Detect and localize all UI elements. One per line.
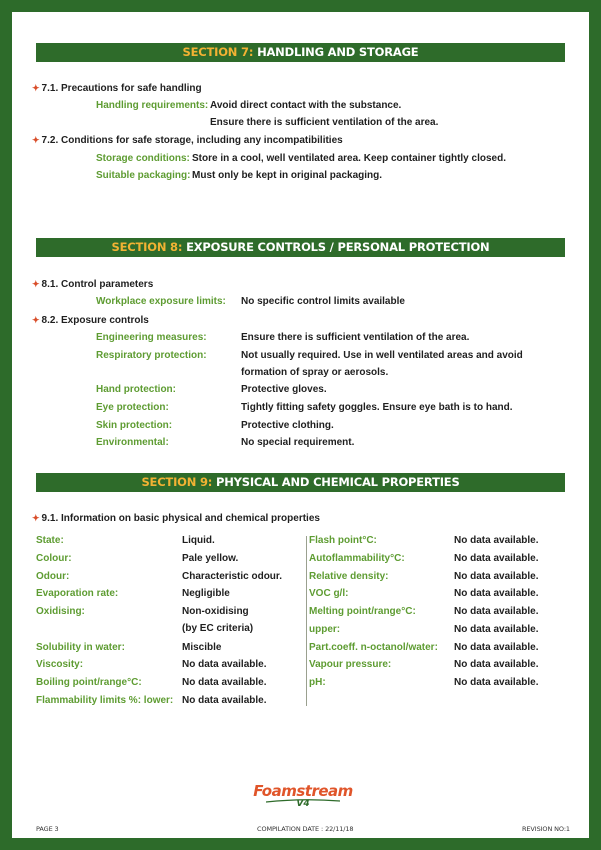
relative-density-value: No data available. [454,571,539,582]
viscosity-value: No data available. [182,659,267,670]
evaporation-value: Negligible [182,588,230,599]
eye-value: Tightly fitting safety goggles. Ensure eye bath is to hand. [241,402,513,413]
odour-value: Characteristic odour. [182,571,283,582]
bullet-icon: ✦ [32,279,40,289]
flammability-label: Flammability limits %: lower: [36,695,174,706]
respiratory-value-1: Not usually required. Use in well ventilated areas and avoid [241,350,523,361]
environmental-value: No special requirement. [241,437,355,448]
oxidising-label: Oxidising: [36,606,85,617]
autoflammability-value: No data available. [454,553,539,564]
engineering-value: Ensure there is sufficient ventilation of the area. [241,332,470,343]
subsection-9-1: ✦ 9.1. Information on basic physical and chemical properties [32,513,320,524]
solubility-value: Miscible [182,642,222,653]
boiling-value: No data available. [182,677,267,688]
packaging-value: Must only be kept in original packaging. [192,170,383,181]
respiratory-value-2: formation of spray or aerosols. [241,367,389,378]
vapour-pressure-value: No data available. [454,659,539,670]
melting-point-value: No data available. [454,606,539,617]
colour-value: Pale yellow. [182,553,239,564]
bullet-icon: ✦ [32,315,40,325]
foamstream-logo [248,782,358,816]
environmental-label: Environmental: [96,437,169,448]
skin-value: Protective clothing. [241,420,334,431]
upper-label: upper: [309,624,341,635]
evaporation-label: Evaporation rate: [36,588,119,599]
logo-brand: Foamstream [253,782,353,800]
subsection-7-1: ✦ 7.1. Precautions for safe handling [32,83,202,94]
engineering-label: Engineering measures: [96,332,207,343]
voc-label: VOC g/l: [309,588,349,599]
section-7-title: HANDLING AND STORAGE [257,45,419,59]
viscosity-label: Viscosity: [36,659,84,670]
ph-value: No data available. [454,677,539,688]
solubility-label: Solubility in water: [36,642,125,653]
footer-revision: REVISION NO:1 [522,825,570,833]
partition-coeff-label: Part.coeff. n-octanol/water: [309,642,438,653]
subsection-8-2: ✦ 8.2. Exposure controls [32,315,149,326]
flammability-value: No data available. [182,695,267,706]
workplace-label: Workplace exposure limits: [96,296,226,307]
section-9-title: PHYSICAL AND CHEMICAL PROPERTIES [215,475,460,489]
section-8-number: SECTION 8: [111,240,183,254]
section-8-title: EXPOSURE CONTROLS / PERSONAL PROTECTION [186,240,490,254]
subsection-8-1: ✦ 8.1. Control parameters [32,279,154,290]
column-divider [306,536,307,706]
sds-page [12,12,589,838]
storage-value: Store in a cool, well ventilated area. Keep container tightly closed. [192,153,506,164]
hand-value: Protective gloves. [241,384,327,395]
boiling-label: Boiling point/range°C: [36,677,142,688]
skin-label: Skin protection: [96,420,173,431]
odour-label: Odour: [36,571,70,582]
state-value: Liquid. [182,535,215,546]
respiratory-label: Respiratory protection: [96,350,207,361]
oxidising-value-2: (by EC criteria) [182,623,254,634]
autoflammability-label: Autoflammability°C: [309,553,405,564]
storage-label: Storage conditions: [96,153,190,164]
section-9-number: SECTION 9: [141,475,213,489]
voc-value: No data available. [454,588,539,599]
melting-point-label: Melting point/range°C: [309,606,416,617]
relative-density-label: Relative density: [309,571,389,582]
handling-value-1: Avoid direct contact with the substance. [210,100,402,111]
bullet-icon: ✦ [32,83,40,93]
footer-compilation-date: COMPILATION DATE : 22/11/18 [257,825,354,833]
colour-label: Colour: [36,553,72,564]
workplace-value: No specific control limits available [241,296,405,307]
subsection-7-2: ✦ 7.2. Conditions for safe storage, including any incompatibilities [32,135,343,146]
flash-point-value: No data available. [454,535,539,546]
bullet-icon: ✦ [32,513,40,523]
footer-page: PAGE 3 [36,825,59,833]
eye-label: Eye protection: [96,402,169,413]
state-label: State: [36,535,64,546]
upper-value: No data available. [454,624,539,635]
vapour-pressure-label: Vapour pressure: [309,659,392,670]
section-8-header [36,238,565,257]
section-9-header [36,473,565,492]
bullet-icon: ✦ [32,135,40,145]
packaging-label: Suitable packaging: [96,170,191,181]
handling-label: Handling requirements: [96,100,209,111]
hand-label: Hand protection: [96,384,176,395]
flash-point-label: Flash point°C: [309,535,377,546]
ph-label: pH: [309,677,326,688]
partition-coeff-value: No data available. [454,642,539,653]
logo-version: V4 [296,799,310,809]
section-7-header [36,43,565,62]
handling-value-2: Ensure there is sufficient ventilation of the area. [210,117,439,128]
oxidising-value-1: Non-oxidising [182,606,249,617]
section-7-number: SECTION 7: [182,45,254,59]
